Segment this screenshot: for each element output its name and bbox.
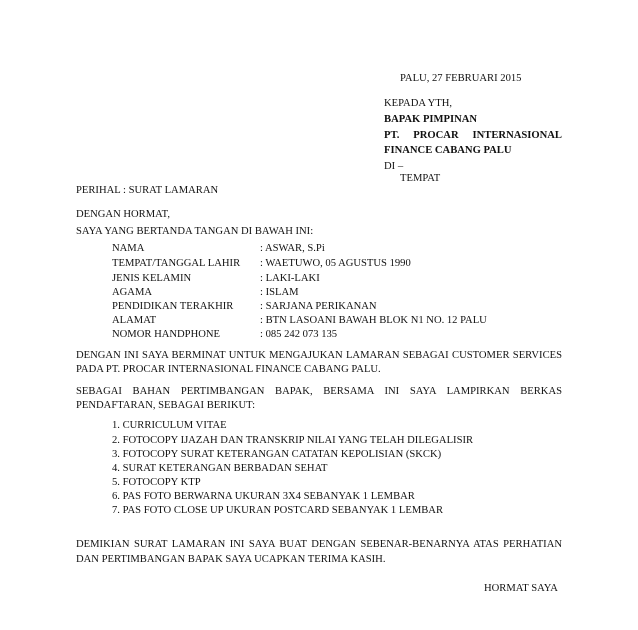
closing-text: DEMIKIAN SURAT LAMARAN INI SAYA BUAT DENGAN SEBENAR-BENARNYA ATAS PERHATIAN bbox=[76, 539, 562, 550]
recipient-company-line2: FINANCE CABANG PALU bbox=[384, 145, 512, 156]
intro-line: SAYA YANG BERTANDA TANGAN DI BAWAH INI: bbox=[76, 226, 314, 237]
identity-value: : LAKI-LAKI bbox=[260, 273, 320, 284]
attachment-item: 2. FOTOCOPY IJAZAH DAN TRANSKRIP NILAI YANG TELAH DILEGALISIR bbox=[112, 435, 474, 446]
attachment-item: 3. FOTOCOPY SURAT KETERANGAN CATATAN KEPOLISIAN (SKCK) bbox=[112, 449, 442, 460]
recipient-title: BAPAK PIMPINAN bbox=[384, 114, 478, 125]
paragraph2-line1 bbox=[76, 385, 562, 398]
subject-line: PERIHAL : SURAT LAMARAN bbox=[76, 185, 219, 196]
recipient-word: PROCAR bbox=[413, 130, 459, 141]
identity-label: NOMOR HANDPHONE bbox=[112, 329, 221, 340]
paragraph1-text: DENGAN INI SAYA BERMINAT UNTUK MENGAJUKAN LAMARAN SEBAGAI CUSTOMER SERVICES bbox=[76, 350, 562, 361]
identity-value: : ASWAR, S.Pi bbox=[260, 243, 325, 254]
letter-date: PALU, 27 FEBRUARI 2015 bbox=[400, 73, 522, 84]
closing-line2: DAN PERTIMBANGAN BAPAK SAYA UCAPKAN TERIMA KASIH. bbox=[76, 554, 386, 565]
paragraph2-line2: PENDAFTARAN, SEBAGAI BERIKUT: bbox=[76, 400, 256, 411]
identity-label: TEMPAT/TANGGAL LAHIR bbox=[112, 258, 241, 269]
identity-label: JENIS KELAMIN bbox=[112, 273, 192, 284]
paragraph1-line1 bbox=[76, 349, 562, 362]
attachment-item: 4. SURAT KETERANGAN BERBADAN SEHAT bbox=[112, 463, 328, 474]
identity-label: NAMA bbox=[112, 243, 145, 254]
identity-value: : WAETUWO, 05 AGUSTUS 1990 bbox=[260, 258, 411, 269]
identity-label: AGAMA bbox=[112, 287, 153, 298]
recipient-greeting: KEPADA YTH, bbox=[384, 98, 453, 109]
recipient-word: INTERNASIONAL bbox=[472, 130, 562, 141]
recipient-word: PT. bbox=[384, 130, 400, 141]
attachment-item: 7. PAS FOTO CLOSE UP UKURAN POSTCARD SEBANYAK 1 LEMBAR bbox=[112, 505, 444, 516]
identity-value: : BTN LASOANI BAWAH BLOK N1 NO. 12 PALU bbox=[260, 315, 487, 326]
paragraph2-text: SEBAGAI BAHAN PERTIMBANGAN BAPAK, BERSAMA INI SAYA LAMPIRKAN BERKAS bbox=[76, 386, 562, 397]
closing-line1 bbox=[76, 538, 562, 551]
identity-label: ALAMAT bbox=[112, 315, 157, 326]
salutation: DENGAN HORMAT, bbox=[76, 209, 170, 220]
signoff: HORMAT SAYA bbox=[484, 583, 558, 594]
identity-value: : SARJANA PERIKANAN bbox=[260, 301, 377, 312]
recipient-company-line1 bbox=[384, 129, 562, 142]
recipient-place: TEMPAT bbox=[400, 173, 441, 184]
attachment-item: 5. FOTOCOPY KTP bbox=[112, 477, 201, 488]
paragraph1-line2: PADA PT. PROCAR INTERNASIONAL FINANCE CABANG PALU. bbox=[76, 364, 381, 375]
identity-label: PENDIDIKAN TERAKHIR bbox=[112, 301, 234, 312]
attachment-item: 6. PAS FOTO BERWARNA UKURAN 3X4 SEBANYAK 1 LEMBAR bbox=[112, 491, 415, 502]
attachment-item: 1. CURRICULUM VITAE bbox=[112, 420, 227, 431]
identity-value: : ISLAM bbox=[260, 287, 299, 298]
identity-value: : 085 242 073 135 bbox=[260, 329, 338, 340]
recipient-di: DI – bbox=[384, 161, 404, 172]
